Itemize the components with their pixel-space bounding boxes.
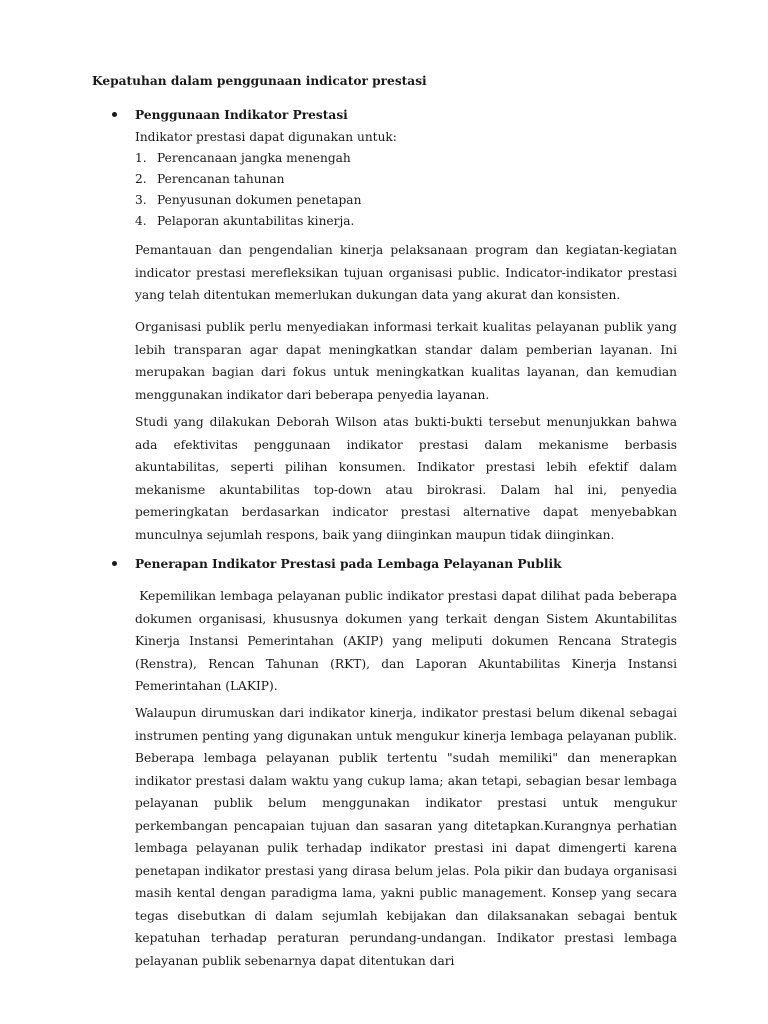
list-item (135, 170, 285, 188)
list-text: Perencanan tahunan (157, 172, 285, 186)
section-heading-1-text: Penggunaan Indikator Prestasi (135, 108, 348, 122)
list-text: Perencanaan jangka menengah (157, 151, 351, 165)
paragraph: Studi yang dilakukan Deborah Wilson atas bukti-bukti tersebut menunjukkan bahwa ada efektivitas penggunaan indikator prestasi dalam mekanisme berbasis akuntabilitas, seperti pilihan konsumen. Indikator prestasi lebih efektif dalam mekanisme akuntabilitas top-down atau birokrasi. Dalam hal ini, penyedia pemeringkatan berdasarkan indicator prestasi alternative dapat menyebabkan munculnya sejumlah respons, baik yang diinginkan maupun tidak diinginkan. (135, 415, 677, 542)
list-item (135, 212, 354, 230)
list-intro: Indikator prestasi dapat digunakan untuk: (135, 130, 397, 144)
list-number: 2. (135, 172, 147, 186)
section-heading-2-text: Penerapan Indikator Prestasi pada Lembaga Pelayanan Publik (135, 557, 562, 571)
list-number: 4. (135, 214, 147, 228)
list-text: Pelaporan akuntabilitas kinerja. (157, 214, 355, 228)
section-heading-1 (112, 106, 348, 124)
list-item (135, 191, 361, 209)
document-title: Kepatuhan dalam penggunaan indicator prestasi (92, 74, 427, 88)
list-number: 1. (135, 151, 147, 165)
paragraph: Organisasi publik perlu menyediakan informasi terkait kualitas pelayanan publik yang lebih transparan agar dapat meningkatkan standar dalam pemberian layanan. Ini merupakan bagian dari fokus untuk meningkatkan kualitas layanan, dan kemudian menggunakan indikator dari beberapa penyedia layanan. (135, 320, 677, 402)
bullet-icon (112, 561, 117, 566)
list-item (135, 149, 351, 167)
list-text: Penyusunan dokumen penetapan (157, 193, 362, 207)
paragraph: Pemantauan dan pengendalian kinerja pelaksanaan program dan kegiatan-kegiatan indicator prestasi merefleksikan tujuan organisasi public. Indicator-indikator prestasi yang telah ditentukan memerlukan dukungan data yang akurat dan konsisten. (135, 243, 677, 302)
list-number: 3. (135, 193, 147, 207)
paragraph: Walaupun dirumuskan dari indikator kinerja, indikator prestasi belum dikenal sebagai instrumen penting yang digunakan untuk mengukur kinerja lembaga pelayanan publik. Beberapa lembaga pelayanan publik tertentu "sudah memiliki" dan menerapkan indikator prestasi dalam waktu yang cukup lama; akan tetapi, sebagian besar lembaga pelayanan publik belum menggunakan indikator prestasi untuk mengukur perkembangan pencapaian tujuan dan sasaran yang ditetapkan.Kurangnya perhatian lembaga pelayanan pulik terhadap indikator prestasi ini dapat dimengerti karena penetapan indikator prestasi yang dirasa belum jelas. Pola pikir dan budaya organisasi masih kental dengan paradigma lama, yakni public management. Konsep yang secara tegas disebutkan di dalam sejumlah kebijakan dan dilaksanakan sebagai bentuk kepatuhan terhadap peraturan perundang-undangan. Indikator prestasi lembaga pelayanan publik sebenarnya dapat ditentukan dari (135, 706, 677, 968)
bullet-icon (112, 112, 117, 117)
section-heading-2 (112, 555, 562, 573)
paragraph: Kepemilikan lembaga pelayanan public indikator prestasi dapat dilihat pada beberapa dokumen organisasi, khususnya dokumen yang terkait dengan Sistem Akuntabilitas Kinerja Instansi Pemerintahan (AKIP) yang meliputi dokumen Rencana Strategis (Renstra), Rencan Tahunan (RKT), dan Laporan Akuntabilitas Kinerja Instansi Pemerintahan (LAKIP). (135, 589, 681, 693)
